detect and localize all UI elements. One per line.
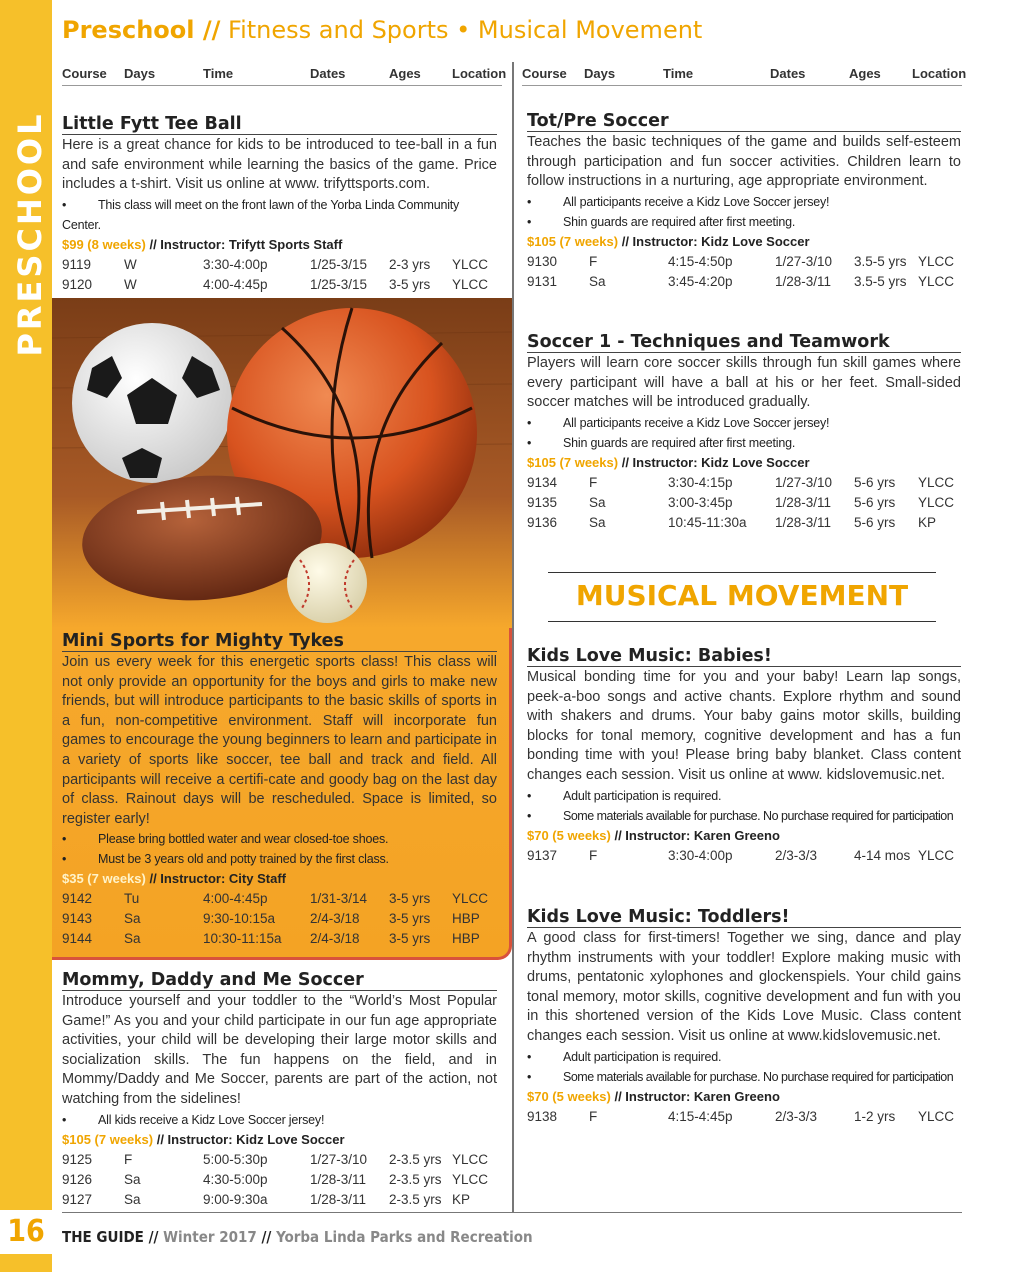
page-header: [62, 16, 702, 44]
col-dates: Dates: [310, 66, 346, 81]
footer-season: Winter 2017: [163, 1228, 257, 1246]
class-note: • Shin guards are required after first meeting.: [527, 435, 796, 450]
table-row: 9138 F 4:15-4:45p 2/3-3/3 1-2 yrs YLCC: [527, 1108, 955, 1124]
col-days: Days: [124, 66, 156, 81]
class-description: Musical bonding time for you and your baby! Learn lap songs, peek-a-boo songs and active chants. Explore rhythm and sound with shakers and drums. Your baby gains motor skills, building blocks for tonal memory, cognitive development and has a fun bonding time with you! Please bring baby blanket. Class content changes each session. Visit us online at www. kidslovemusic.net.: [527, 669, 961, 783]
table-row: 9142 Tu 4:00-4:45p 1/31-3/14 3-5 yrs YLCC: [62, 891, 489, 907]
table-row: 9135 Sa 3:00-3:45p 1/28-3/11 5-6 yrs YLCC: [527, 494, 955, 510]
class-description: Players will learn core soccer skills through fun skill games where every participant will have a ball at his or her feet. Small-sided soccer matches will be introduced gradually.: [527, 355, 961, 411]
table-row: 9119 W 3:30-4:00p 1/25-3/15 2-3 yrs YLCC: [62, 256, 489, 272]
column-header-left: [62, 62, 507, 86]
column-header-right: [522, 62, 967, 86]
table-row: 9137 F 3:30-4:00p 2/3-3/3 4-14 mos YLCC: [527, 847, 955, 863]
class-price: $99 (8 weeks) // Instructor: Trifytt Sports Staff: [62, 236, 343, 252]
col-ages: Ages: [849, 66, 881, 81]
table-row: 9136 Sa 10:45-11:30a 1/28-3/11 5-6 yrs KP: [527, 514, 937, 530]
page-footer: [62, 1228, 533, 1246]
class-title: Kids Love Music: Toddlers!: [527, 907, 961, 928]
section-title-musical-movement: MUSICAL MOVEMENT: [548, 572, 936, 622]
class-note: • Some materials available for purchase. No purchase required for participation: [527, 1069, 954, 1084]
class-description: Introduce yourself and your toddler to the “World’s Most Popular Game!” As you and your child participate in our fun age appropriate activities, your child will be developing their large motor skills and socialization skills. The fun happens on the field, and in Mommy/Daddy and Me Soccer, parents are part of the action, not watching from the sidelines!: [62, 993, 497, 1107]
table-row: 9127 Sa 9:00-9:30a 1/28-3/11 2-3.5 yrs KP: [62, 1191, 471, 1207]
class-title: Mini Sports for Mighty Tykes: [62, 631, 497, 652]
class-title: Soccer 1 - Techniques and Teamwork: [527, 332, 961, 353]
class-price: $105 (7 weeks) // Instructor: Kidz Love Soccer: [62, 1131, 345, 1147]
col-ages: Ages: [389, 66, 421, 81]
class-note: • All participants receive a Kidz Love Soccer jersey!: [527, 194, 830, 209]
col-course: Course: [62, 66, 107, 81]
class-note: • Adult participation is required.: [527, 1049, 722, 1064]
class-price: $105 (7 weeks) // Instructor: Kidz Love Soccer: [527, 233, 810, 249]
col-location: Location: [452, 66, 507, 81]
sports-balls-image: [52, 298, 512, 628]
class-note: • Shin guards are required after first meeting.: [527, 214, 796, 229]
class-soccer-1: [527, 332, 961, 533]
col-course: Course: [522, 66, 567, 81]
footer-guide: THE GUIDE //: [62, 1228, 159, 1246]
class-description: Here is a great chance for kids to be introduced to tee-ball in a fun and safe environment while learning the basics of the game. Price includes a t-shirt. Visit us online at www. trifyttsports.com.: [62, 137, 497, 193]
table-row: 9125 F 5:00-5:30p 1/27-3/10 2-3.5 yrs YLCC: [62, 1151, 489, 1167]
table-row: 9144 Sa 10:30-11:15a 2/4-3/18 3-5 yrs HBP: [62, 931, 480, 947]
class-note: • Please bring bottled water and wear closed-toe shoes.: [62, 832, 389, 847]
class-mommy-daddy-soccer: [62, 970, 497, 1210]
table-row: 9120 W 4:00-4:45p 1/25-3/15 3-5 yrs YLCC: [62, 276, 489, 292]
class-title: Little Fytt Tee Ball: [62, 114, 497, 135]
table-row: 9143 Sa 9:30-10:15a 2/4-3/18 3-5 yrs HBP: [62, 911, 480, 927]
col-location: Location: [912, 66, 967, 81]
header-section: Preschool //: [62, 16, 221, 44]
class-price: $105 (7 weeks) // Instructor: Kidz Love Soccer: [527, 454, 810, 470]
class-note: • All participants receive a Kidz Love Soccer jersey!: [527, 415, 830, 430]
class-note: • Adult participation is required.: [527, 788, 722, 803]
table-row: 9126 Sa 4:30-5:00p 1/28-3/11 2-3.5 yrs YLCC: [62, 1171, 489, 1187]
class-description: A good class for first-timers! Together we sing, dance and play rhythm instruments with your toddler! Explore making music with drums, pentatonic xylophones and glockenspiels. Your child gains tonal memory, motor skills, cognitive development and fun with you in this shortened version of the Kids Love Music. Class content changes each session. Visit us online at www.kidslovemusic.net.: [527, 930, 961, 1044]
page-number: 16: [0, 1210, 52, 1254]
class-price: $70 (5 weeks) // Instructor: Karen Greeno: [527, 1088, 780, 1104]
table-row: 9131 Sa 3:45-4:20p 1/28-3/11 3.5-5 yrs YLCC: [527, 273, 955, 289]
header-topics: Fitness and Sports • Musical Movement: [228, 16, 703, 44]
class-music-toddlers: [527, 907, 961, 1127]
footer-org: Yorba Linda Parks and Recreation: [276, 1228, 533, 1246]
class-note: • All kids receive a Kidz Love Soccer jersey!: [62, 1112, 325, 1127]
col-days: Days: [584, 66, 616, 81]
class-title: Kids Love Music: Babies!: [527, 646, 961, 667]
class-note: • Some materials available for purchase. No purchase required for participation: [527, 808, 954, 823]
class-note: • This class will meet on the front lawn of the Yorba Linda Community Center.: [62, 197, 460, 232]
table-row: 9130 F 4:15-4:50p 1/27-3/10 3.5-5 yrs YLCC: [527, 253, 955, 269]
class-tee-ball: [62, 114, 497, 295]
class-note: • Must be 3 years old and potty trained by the first class.: [62, 852, 389, 867]
class-price: $70 (5 weeks) // Instructor: Karen Greeno: [527, 827, 780, 843]
sidebar-label: PRESCHOOL: [11, 111, 49, 357]
sidebar-band: [0, 0, 52, 1272]
col-time: Time: [663, 66, 694, 81]
class-description: Join us every week for this energetic sports class! This class will not only provide an opportunity for the boys and girls to make new friends, but will introduce participants to the basic skills of sports in a fun, non-competitive environment. Staff will incorporate fun games to encourage the young beginners to learn and participate in a variety of sports like soccer, tee ball and track and field. All participants will receive a certifi-cate and goody bag on the last day of class. Rainout days will be rescheduled. Space is limited, so register early!: [62, 654, 497, 827]
col-dates: Dates: [770, 66, 806, 81]
class-title: Tot/Pre Soccer: [527, 111, 961, 132]
column-divider: [512, 62, 514, 1212]
table-row: 9134 F 3:30-4:15p 1/27-3/10 5-6 yrs YLCC: [527, 474, 955, 490]
col-time: Time: [203, 66, 234, 81]
class-description: Teaches the basic techniques of the game and builds self-esteem through participation and fun soccer activities. Children learn to follow instructions in a nurturing, age appropriate environment.: [527, 134, 961, 190]
footer-separator: //: [261, 1228, 272, 1246]
class-music-babies: [527, 646, 961, 866]
footer-rule: [62, 1212, 962, 1213]
class-mini-sports: [62, 631, 497, 949]
class-title: Mommy, Daddy and Me Soccer: [62, 970, 497, 991]
class-tot-pre-soccer: [527, 111, 961, 292]
class-price: $35 (7 weeks) // Instructor: City Staff: [62, 871, 286, 887]
